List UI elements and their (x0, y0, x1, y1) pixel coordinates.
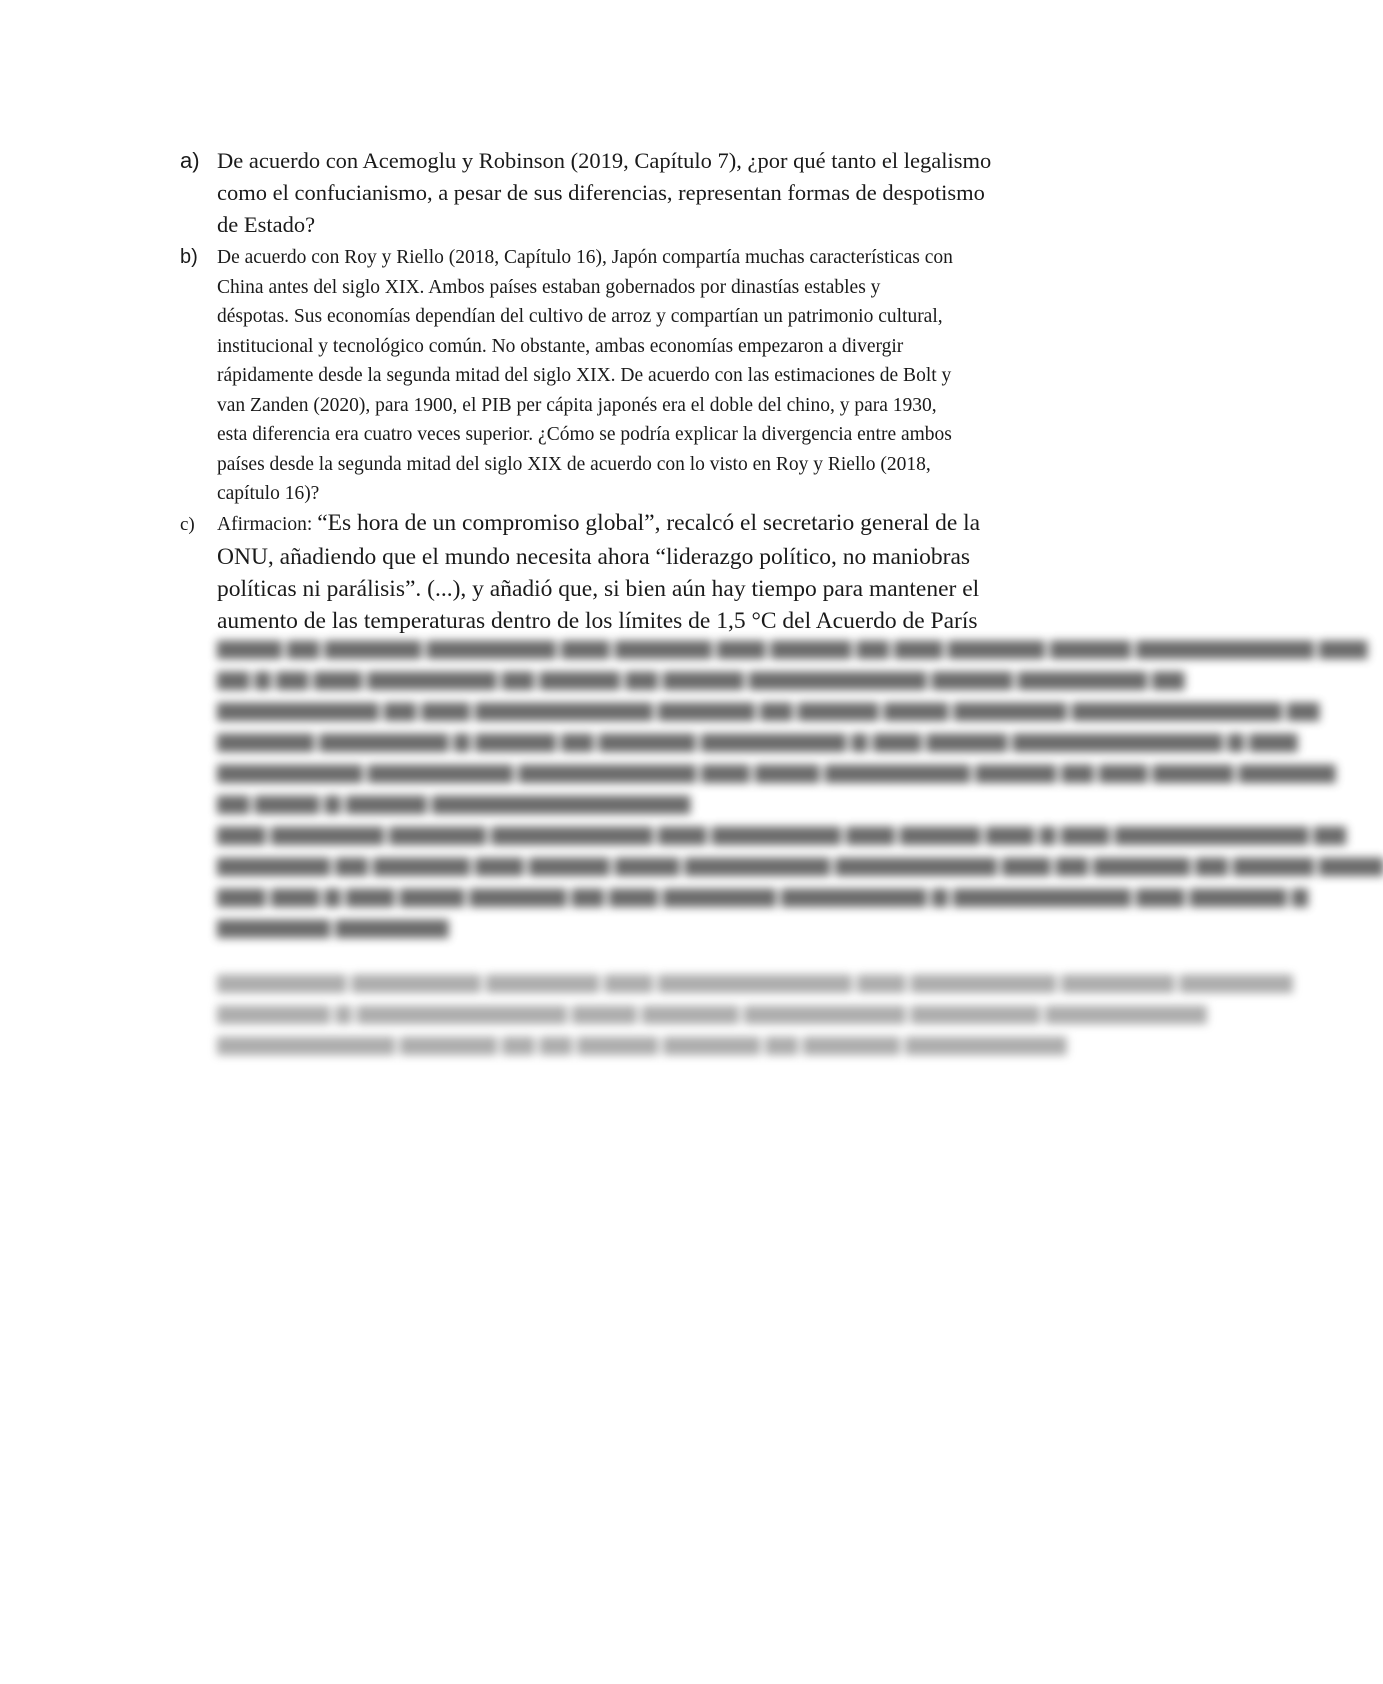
question-b-marker: b) (180, 246, 198, 268)
question-b-line: países desde la segunda mitad del siglo XIX de acuerdo con lo visto en Roy y Riello (2018, (217, 453, 931, 475)
question-c-line (217, 507, 1060, 541)
question-c-text (217, 507, 1060, 637)
question-a-line: De acuerdo con Acemoglu y Robinson (2019, Capítulo 7), ¿por qué tanto el legalismo (217, 148, 992, 173)
question-b-line: van Zanden (2020), para 1900, el PIB per cápita japonés era el doble del chino, y para 1930, (217, 394, 937, 416)
blurred-proposal: ▆▆▆▆▆▆▆▆ ▆▆▆▆▆▆▆▆ ▆▆▆▆▆▆▆ ▆▆▆ ▆▆▆▆▆▆▆▆▆▆▆▆ ▆▆▆ ▆▆▆▆▆▆▆▆▆ ▆▆▆▆▆▆▆ ▆▆▆▆▆▆▆ ▆▆▆▆▆▆▆ ▆ ▆▆▆▆▆▆▆▆▆▆▆▆▆ ▆▆▆▆ ▆▆▆▆▆▆ ▆▆▆▆▆▆▆▆▆▆ ▆▆▆▆▆▆▆▆ ▆▆▆▆▆▆▆▆▆▆ ▆▆▆▆▆▆▆▆▆▆▆ ▆▆▆▆▆▆ ▆▆ ▆▆ ▆▆▆▆▆ ▆▆▆▆▆▆ ▆▆ ▆▆▆▆▆▆ ▆▆▆▆▆▆▆▆▆▆ (217, 969, 1293, 1055)
question-a-line: como el confucianismo, a pesar de sus diferencias, representan formas de despotismo (217, 180, 985, 205)
question-b-text (217, 243, 1060, 509)
question-a-marker: a) (180, 148, 200, 173)
question-b-line: rápidamente desde la segunda mitad del siglo XIX. De acuerdo con las estimaciones de Bolt y (217, 365, 952, 386)
question-c-line: políticas ni parálisis”. (...), y añadió que, si bien aún hay tiempo para mantener el (217, 576, 980, 602)
question-b-line: China antes del siglo XIX. Ambos países estaban gobernados por dinastías estables y (217, 276, 881, 298)
question-a-line: de Estado? (217, 212, 316, 237)
question-a-text (217, 145, 1060, 241)
question-b-line: esta diferencia era cuatro veces superior. ¿Cómo se podría explicar la divergencia entre ambos (217, 424, 952, 445)
question-b-line: institucional y tecnológico común. No obstante, ambas economías empezaron a divergir (217, 335, 904, 357)
blurred-passage: ▆▆▆▆ ▆▆ ▆▆▆▆▆▆ ▆▆▆▆▆▆▆▆ ▆▆▆ ▆▆▆▆▆▆ ▆▆▆ ▆▆▆▆▆ ▆▆ ▆▆▆ ▆▆▆▆▆▆ ▆▆▆▆▆ ▆▆▆▆▆▆▆▆▆▆▆ ▆▆▆ ▆▆ ▆ ▆▆ ▆▆▆ ▆▆▆▆▆▆▆▆ ▆▆ ▆▆▆▆▆ ▆▆ ▆▆▆▆▆ ▆▆▆▆▆▆▆▆▆▆▆ ▆▆▆▆▆ ▆▆▆▆▆▆▆▆ ▆▆ ▆▆▆▆▆▆▆▆▆▆ ▆▆ ▆▆▆ ▆▆▆▆▆▆▆▆▆▆▆ ▆▆▆▆▆▆ ▆▆ ▆▆▆▆▆ ▆▆▆▆ ▆▆▆▆▆▆▆ ▆▆▆▆▆▆▆▆▆▆▆▆▆ ▆▆ ▆▆▆▆▆▆ ▆▆▆▆▆▆▆▆ ▆ ▆▆▆▆▆ ▆▆ ▆▆▆▆▆▆ ▆▆▆▆▆▆▆▆▆ ▆ ▆▆▆ ▆▆▆▆▆ ▆▆▆▆▆▆▆▆▆▆▆▆▆ ▆ ▆▆▆ ▆▆▆▆▆▆▆▆▆ ▆▆▆▆▆▆▆▆▆ ▆▆▆▆▆▆▆▆▆▆▆ ▆▆▆ ▆▆▆▆ ▆▆▆▆▆▆▆▆▆ ▆▆▆▆▆ ▆▆ ▆▆▆ ▆▆▆▆▆ ▆▆▆▆▆▆ ▆▆ ▆▆▆▆ ▆ ▆▆▆▆▆ ▆▆▆▆▆▆▆▆▆▆▆▆▆▆▆▆ ▆▆▆ ▆▆▆▆▆▆▆ ▆▆▆▆▆▆ ▆▆▆▆▆▆▆▆▆▆ ▆▆▆ ▆▆▆▆▆▆▆▆ ▆▆▆ ▆▆▆▆▆ ▆▆▆ ▆ ▆▆▆ ▆▆▆▆▆▆▆▆▆▆▆▆ ▆▆ ▆▆▆▆▆▆▆ ▆▆ ▆▆▆▆▆▆ ▆▆▆ ▆▆▆▆▆ ▆▆▆▆ ▆▆▆▆▆▆▆▆▆ ▆▆▆▆▆▆▆▆▆▆ ▆▆▆ ▆▆ ▆▆▆▆▆▆ ▆▆ ▆▆▆▆▆ ▆▆▆▆ ▆▆▆ ▆▆▆ ▆ ▆▆▆ ▆▆▆▆ ▆▆▆▆▆▆ ▆▆ ▆▆▆ ▆▆▆▆▆▆▆ ▆▆▆▆▆▆▆▆▆ ▆ ▆▆▆▆▆▆▆▆▆▆▆ ▆▆▆ ▆▆▆▆▆▆ ▆ ▆▆▆▆▆▆▆ ▆▆▆▆▆▆▆ (217, 635, 1383, 938)
question-c-line: ONU, añadiendo que el mundo necesita ahora “liderazgo político, no maniobras (217, 544, 971, 570)
question-b-line: déspotas. Sus economías dependían del cultivo de arroz y compartían un patrimonio cultural, (217, 306, 943, 327)
question-b-line: De acuerdo con Roy y Riello (2018, Capítulo 16), Japón compartía muchas características con (217, 247, 953, 268)
question-c-marker: c) (180, 514, 195, 535)
question-c-line: aumento de las temperaturas dentro de los límites de 1,5 °C del Acuerdo de París (217, 608, 978, 634)
question-b-line: capítulo 16)? (217, 483, 320, 504)
question-c-line-text: “Es hora de un compromiso global”, recalcó el secretario general de la (317, 510, 981, 536)
question-c-prefix: Afirmacion: (217, 514, 318, 535)
